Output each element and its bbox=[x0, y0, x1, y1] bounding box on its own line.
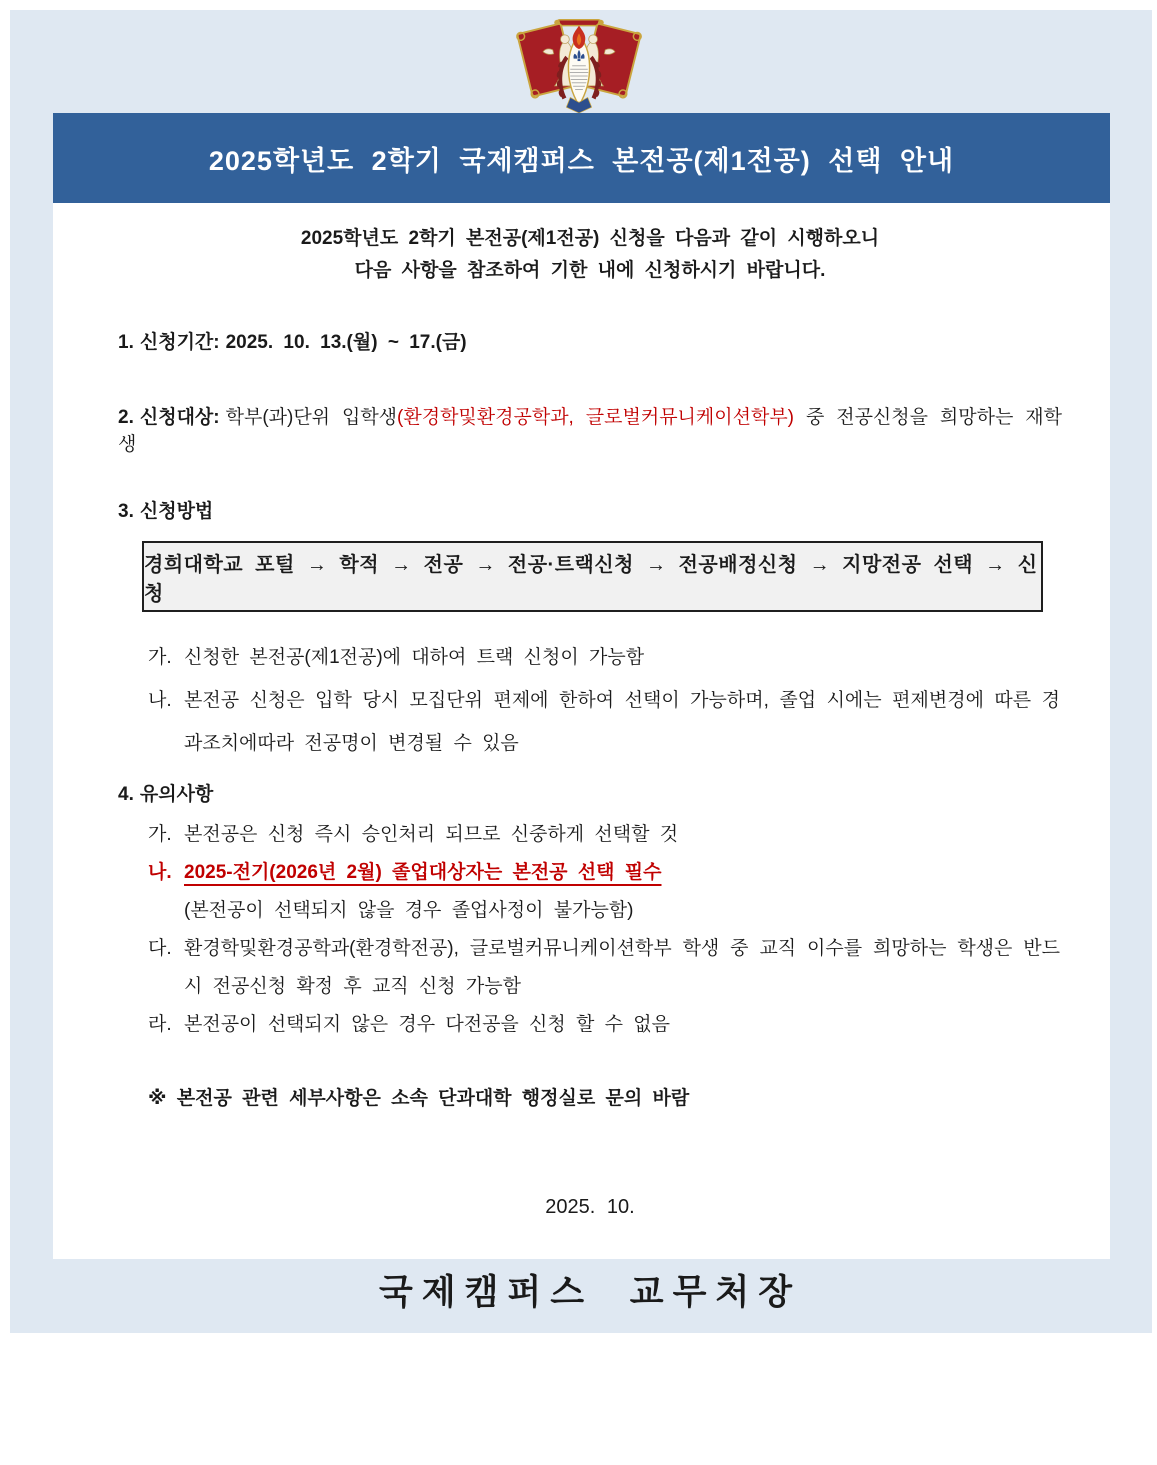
item-number: 1. bbox=[118, 332, 134, 353]
note-text: 신청한 본전공(제1전공)에 대하여 트랙 신청이 가능함 bbox=[184, 647, 645, 668]
intro-line-2: 다음 사항을 참조하여 기한 내에 신청하시기 바랍니다. bbox=[354, 260, 826, 281]
graduation-warning-text: 2025-전기(2026년 2월) 졸업대상자는 본전공 선택 필수 bbox=[184, 862, 662, 883]
note-label: 가. bbox=[148, 824, 172, 845]
note-text: 본전공 신청은 입학 당시 모집단위 편제에 한하여 선택이 가능하며, 졸업 시에는 편제변경에 따른 경과조치에따라 전공명이 변경될 수 있음 bbox=[184, 690, 1060, 754]
contact-footnote: ※ 본전공 관련 세부사항은 소속 단과대학 행정실로 문의 바람 bbox=[148, 1088, 690, 1109]
item-number: 3. bbox=[118, 501, 134, 522]
note-text: 본전공은 신청 즉시 승인처리 되므로 신중하게 선택할 것 bbox=[184, 824, 679, 845]
emblem-flame-icon bbox=[572, 26, 585, 49]
portal-navigation-flow-box bbox=[142, 541, 1043, 612]
note-row bbox=[148, 679, 1062, 765]
item-title: 신청방법 bbox=[139, 501, 214, 522]
title-bar bbox=[53, 113, 1110, 203]
note-label: 나. bbox=[148, 862, 172, 883]
item-number: 2. bbox=[118, 407, 134, 428]
university-emblem-icon bbox=[505, 12, 653, 114]
emblem-container bbox=[0, 12, 1157, 114]
note-row bbox=[148, 930, 1062, 1006]
eligibility-departments-highlight: (환경학및환경공학과, 글로벌커뮤니케이션학부) bbox=[397, 407, 794, 428]
item-application-method bbox=[118, 498, 1062, 525]
note-label: 가. bbox=[148, 647, 172, 668]
portal-navigation-flow: 경희대학교 포털 → 학적 → 전공 → 전공·트랙신청 → 전공배정신청 → 지망전공 선택 → 신청 bbox=[144, 553, 1038, 605]
notice-card bbox=[53, 113, 1110, 1312]
note-text-wrap bbox=[184, 854, 1062, 892]
note-row-graduation-warning bbox=[148, 854, 1062, 892]
issuer-signature: 국제캠퍼스 교무처장 bbox=[378, 1273, 801, 1312]
intro-paragraph bbox=[118, 223, 1062, 287]
issue-date: 2025. 10. bbox=[545, 1196, 635, 1218]
item-precautions bbox=[118, 781, 1062, 808]
application-period-value: 2025. 10. 13.(월) ~ 17.(금) bbox=[225, 332, 467, 353]
notice-content bbox=[53, 223, 1110, 1315]
note-row bbox=[148, 636, 1062, 679]
eligibility-text-tail: 중 전공신청을 희망하는 재학생 bbox=[118, 407, 1062, 455]
eligibility-text: 학부(과)단위 입학생 bbox=[225, 407, 398, 428]
item-eligibility bbox=[118, 404, 1062, 458]
precaution-notes bbox=[148, 816, 1062, 1044]
note-row bbox=[148, 1006, 1062, 1044]
item-number: 4. bbox=[118, 784, 134, 805]
graduation-warning-subtext: (본전공이 선택되지 않을 경우 졸업사정이 불가능함) bbox=[184, 900, 634, 921]
item-application-period bbox=[118, 329, 1062, 356]
note-label: 다. bbox=[148, 938, 172, 959]
item-title: 신청대상: bbox=[139, 407, 220, 428]
page-title: 2025학년도 2학기 국제캠퍼스 본전공(제1전공) 선택 안내 bbox=[208, 145, 955, 176]
note-row bbox=[148, 816, 1062, 854]
note-label: 라. bbox=[148, 1014, 172, 1035]
note-row-graduation-warning-sub bbox=[148, 892, 1062, 930]
note-text: 환경학및환경공학과(환경학전공), 글로벌커뮤니케이션학부 학생 중 교직 이수를 희망하는 학생은 반드시 전공신청 확정 후 교직 신청 가능함 bbox=[184, 938, 1060, 997]
method-notes bbox=[148, 636, 1062, 765]
item-title: 신청기간: bbox=[139, 332, 220, 353]
note-text: 본전공이 선택되지 않은 경우 다전공을 신청 할 수 없음 bbox=[184, 1014, 671, 1035]
item-title: 유의사항 bbox=[139, 784, 214, 805]
intro-line-1: 2025학년도 2학기 본전공(제1전공) 신청을 다음과 같이 시행하오니 bbox=[300, 228, 880, 249]
note-label-spacer bbox=[148, 892, 184, 930]
note-label: 나. bbox=[148, 690, 172, 711]
